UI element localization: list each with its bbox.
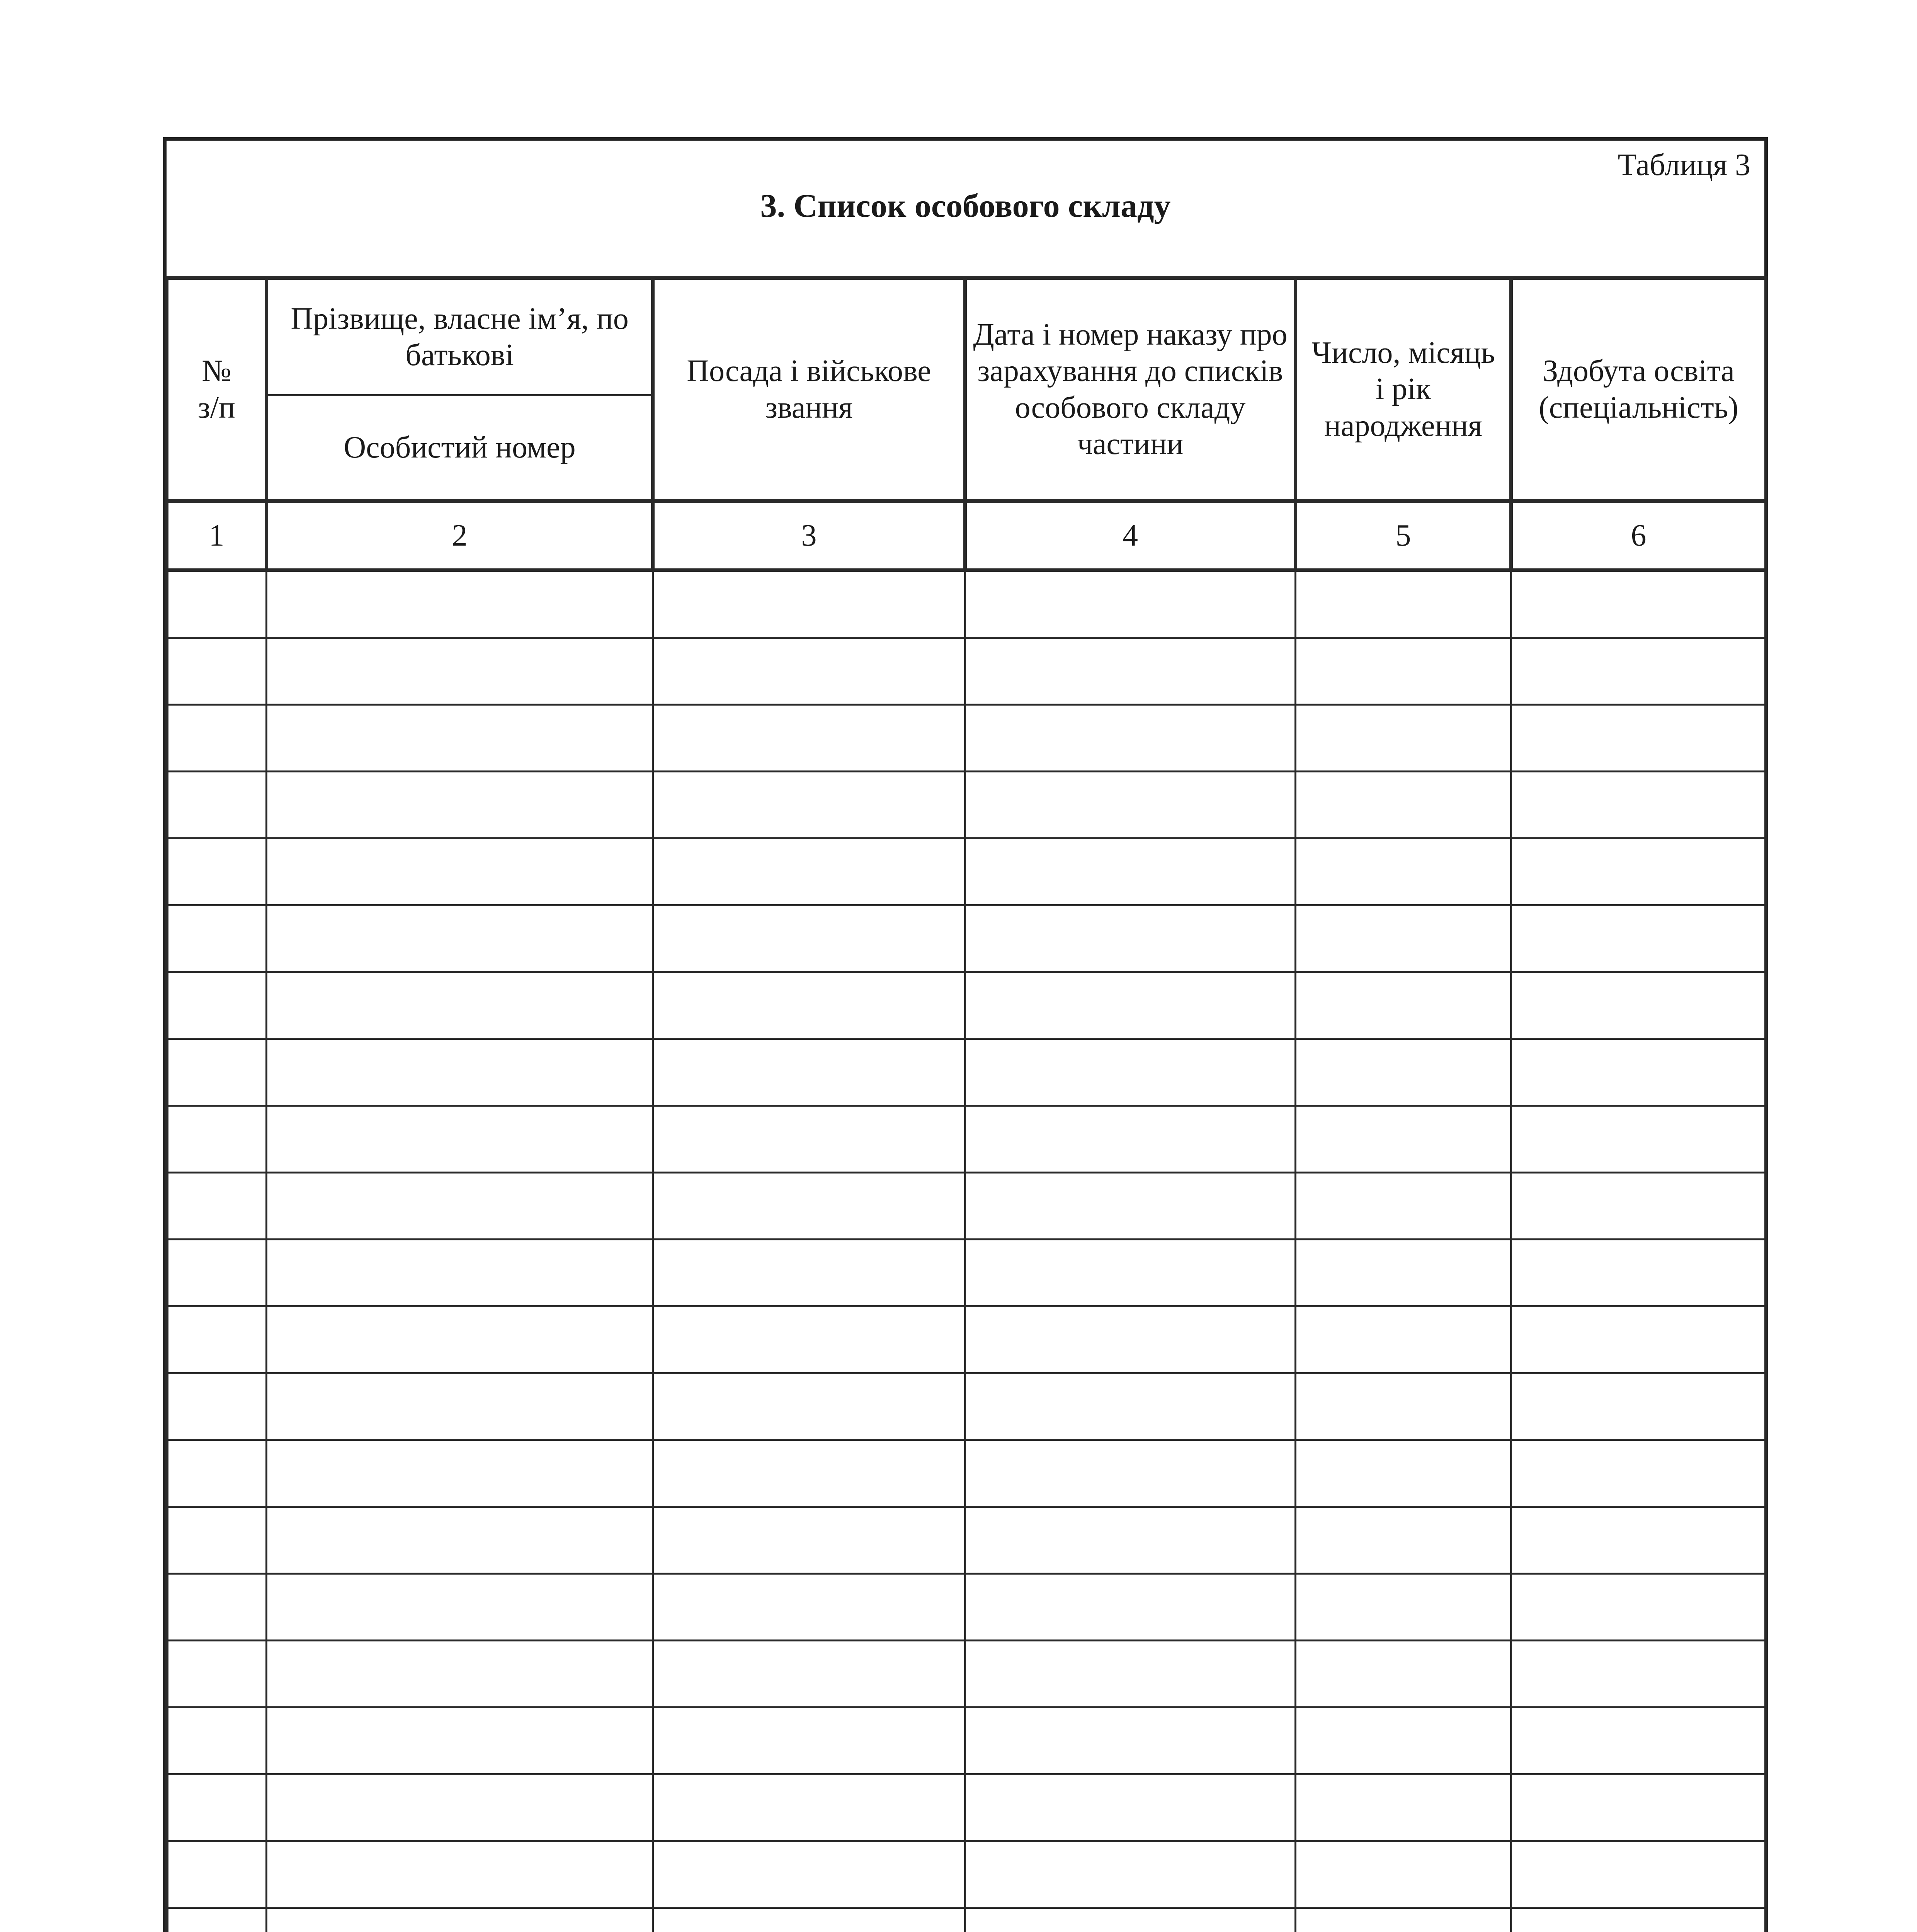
header-number-label: № з/п (198, 354, 235, 425)
table-cell[interactable] (653, 1641, 965, 1708)
header-number (167, 278, 267, 501)
table-title: 3. Список особового складу (760, 187, 1171, 224)
table-cell[interactable] (965, 1306, 1296, 1373)
table-cell[interactable] (267, 705, 653, 772)
table-cell[interactable] (167, 1173, 267, 1240)
table-cell[interactable] (1296, 1574, 1511, 1641)
table-cell[interactable] (965, 838, 1296, 905)
table-cell[interactable] (1511, 1039, 1766, 1106)
table-cell[interactable] (1296, 1373, 1511, 1440)
table-cell[interactable] (1296, 638, 1511, 705)
table-cell[interactable] (167, 1908, 267, 1932)
table-cell[interactable] (1511, 1774, 1766, 1841)
table-cell[interactable] (653, 1774, 965, 1841)
table-cell[interactable] (1296, 1039, 1511, 1106)
table-cell[interactable] (653, 1173, 965, 1240)
table-cell[interactable] (1511, 772, 1766, 838)
table-cell[interactable] (965, 1774, 1296, 1841)
table-cell[interactable] (653, 1908, 965, 1932)
table-cell[interactable] (1511, 1908, 1766, 1932)
column-number-6: 6 (1511, 501, 1766, 570)
header-personal-number (267, 395, 653, 501)
table-cell[interactable] (965, 905, 1296, 972)
table-cell[interactable] (1511, 1708, 1766, 1774)
table-cell[interactable] (653, 1440, 965, 1507)
column-number-4: 4 (965, 501, 1296, 570)
table-row (167, 1440, 1766, 1507)
table-cell[interactable] (167, 1373, 267, 1440)
table-row (167, 1039, 1766, 1106)
personnel-table (165, 276, 1768, 1932)
table-cell[interactable] (1511, 1507, 1766, 1574)
table-cell[interactable] (965, 1908, 1296, 1932)
table-cell[interactable] (653, 1841, 965, 1908)
table-cell[interactable] (267, 1306, 653, 1373)
table-cell[interactable] (653, 1574, 965, 1641)
table-cell[interactable] (965, 1039, 1296, 1106)
table-cell[interactable] (965, 1440, 1296, 1507)
table-cell[interactable] (965, 972, 1296, 1039)
header-full-name-label: Прізвище, власне ім’я, по батькові (291, 301, 629, 372)
table-cell[interactable] (653, 1106, 965, 1173)
table-cell[interactable] (653, 1240, 965, 1306)
table-cell[interactable] (1296, 905, 1511, 972)
header-birth-date (1296, 278, 1511, 501)
table-cell[interactable] (1511, 972, 1766, 1039)
table-cell[interactable] (167, 1039, 267, 1106)
table-cell[interactable] (653, 705, 965, 772)
column-number-1: 1 (167, 501, 267, 570)
table-cell[interactable] (965, 638, 1296, 705)
table-row (167, 1373, 1766, 1440)
table-cell[interactable] (1511, 1641, 1766, 1708)
table-row (167, 772, 1766, 838)
table-cell[interactable] (1511, 1106, 1766, 1173)
header-education (1511, 278, 1766, 501)
table-row (167, 1240, 1766, 1306)
table-cell[interactable] (167, 1774, 267, 1841)
table-cell[interactable] (1296, 1106, 1511, 1173)
table-cell[interactable] (167, 972, 267, 1039)
table-number-label: Таблиця 3 (1618, 148, 1750, 182)
table-cell[interactable] (167, 1641, 267, 1708)
column-number-5: 5 (1296, 501, 1511, 570)
table-cell[interactable] (1296, 972, 1511, 1039)
column-number-2: 2 (267, 501, 653, 570)
table-row (167, 1507, 1766, 1574)
table-cell[interactable] (1296, 1908, 1511, 1932)
table-cell[interactable] (267, 1574, 653, 1641)
table-cell[interactable] (653, 838, 965, 905)
table-cell[interactable] (653, 1306, 965, 1373)
table-row (167, 1708, 1766, 1774)
table-cell[interactable] (965, 1373, 1296, 1440)
table-cell[interactable] (167, 1240, 267, 1306)
table-caption (167, 141, 1764, 277)
table-cell[interactable] (653, 972, 965, 1039)
table-row (167, 905, 1766, 972)
table-cell[interactable] (267, 1240, 653, 1306)
table-cell[interactable] (1511, 1306, 1766, 1373)
table-cell[interactable] (653, 1507, 965, 1574)
table-cell[interactable] (653, 638, 965, 705)
table-cell[interactable] (267, 772, 653, 838)
table-cell[interactable] (965, 1240, 1296, 1306)
table-cell[interactable] (1511, 1373, 1766, 1440)
table-cell[interactable] (1296, 838, 1511, 905)
table-cell[interactable] (1511, 1841, 1766, 1908)
table-cell[interactable] (267, 570, 653, 638)
header-birth-date-label: Число, місяць і рік народження (1311, 335, 1495, 443)
table-cell[interactable] (1511, 570, 1766, 638)
table-cell[interactable] (1296, 1240, 1511, 1306)
table-row (167, 1841, 1766, 1908)
table-cell[interactable] (1296, 1708, 1511, 1774)
table-cell[interactable] (1296, 1841, 1511, 1908)
table-cell[interactable] (1296, 1173, 1511, 1240)
table-cell[interactable] (965, 1507, 1296, 1574)
table-cell[interactable] (1511, 1173, 1766, 1240)
table-cell[interactable] (267, 1641, 653, 1708)
table-row (167, 1173, 1766, 1240)
table-cell[interactable] (167, 705, 267, 772)
table-cell[interactable] (1296, 570, 1511, 638)
header-enrollment-order (965, 278, 1296, 501)
table-row (167, 972, 1766, 1039)
table-cell[interactable] (1296, 1641, 1511, 1708)
table-cell[interactable] (1511, 838, 1766, 905)
table-cell[interactable] (965, 1574, 1296, 1641)
table-cell[interactable] (267, 1039, 653, 1106)
header-education-label: Здобута освіта (спеціальність) (1539, 354, 1738, 425)
personnel-list-form (163, 137, 1768, 1932)
table-cell[interactable] (1296, 1774, 1511, 1841)
table-row (167, 1574, 1766, 1641)
table-cell[interactable] (653, 905, 965, 972)
table-row (167, 838, 1766, 905)
table-cell[interactable] (1511, 705, 1766, 772)
table-cell[interactable] (965, 1641, 1296, 1708)
table-cell[interactable] (653, 1708, 965, 1774)
table-cell[interactable] (167, 772, 267, 838)
table-cell[interactable] (167, 638, 267, 705)
table-cell[interactable] (267, 1708, 653, 1774)
table-cell[interactable] (965, 1708, 1296, 1774)
table-cell[interactable] (1511, 905, 1766, 972)
table-row (167, 705, 1766, 772)
table-cell[interactable] (267, 1841, 653, 1908)
header-position-rank-label: Посада і військове звання (687, 354, 931, 425)
table-cell[interactable] (167, 1106, 267, 1173)
table-cell[interactable] (267, 1373, 653, 1440)
table-cell[interactable] (267, 1774, 653, 1841)
table-cell[interactable] (167, 1841, 267, 1908)
header-position-rank (653, 278, 965, 501)
table-cell[interactable] (167, 570, 267, 638)
table-cell[interactable] (267, 1440, 653, 1507)
table-row (167, 1774, 1766, 1841)
table-row (167, 638, 1766, 705)
table-row (167, 1641, 1766, 1708)
table-row (167, 1306, 1766, 1373)
column-number-3: 3 (653, 501, 965, 570)
table-cell[interactable] (965, 1841, 1296, 1908)
table-cell[interactable] (965, 772, 1296, 838)
table-cell[interactable] (1511, 1240, 1766, 1306)
table-row (167, 1908, 1766, 1932)
table-cell[interactable] (965, 570, 1296, 638)
table-row (167, 1106, 1766, 1173)
table-cell[interactable] (267, 1106, 653, 1173)
table-cell[interactable] (653, 1039, 965, 1106)
table-cell[interactable] (267, 972, 653, 1039)
table-cell[interactable] (267, 638, 653, 705)
table-cell[interactable] (1511, 638, 1766, 705)
table-cell[interactable] (965, 1173, 1296, 1240)
table-cell[interactable] (167, 1507, 267, 1574)
table-cell[interactable] (1296, 1306, 1511, 1373)
table-cell[interactable] (167, 1306, 267, 1373)
table-cell[interactable] (1296, 705, 1511, 772)
table-cell[interactable] (1296, 1440, 1511, 1507)
table-cell[interactable] (267, 838, 653, 905)
table-cell[interactable] (653, 570, 965, 638)
table-cell[interactable] (1296, 1507, 1511, 1574)
header-full-name (267, 278, 653, 395)
header-enrollment-order-label: Дата і номер наказу про зарахування до списків особового складу частини (973, 317, 1288, 461)
header-personal-number-label: Особистий номер (344, 430, 576, 464)
table-cell[interactable] (267, 1908, 653, 1932)
table-cell[interactable] (167, 905, 267, 972)
table-cell[interactable] (965, 1106, 1296, 1173)
table-cell[interactable] (1296, 772, 1511, 838)
table-cell[interactable] (267, 1173, 653, 1240)
table-cell[interactable] (167, 1574, 267, 1641)
table-cell[interactable] (267, 1507, 653, 1574)
table-cell[interactable] (167, 1440, 267, 1507)
table-cell[interactable] (167, 1708, 267, 1774)
table-cell[interactable] (167, 838, 267, 905)
table-row (167, 570, 1766, 638)
table-cell[interactable] (653, 1373, 965, 1440)
table-cell[interactable] (1511, 1574, 1766, 1641)
table-cell[interactable] (267, 905, 653, 972)
table-cell[interactable] (965, 705, 1296, 772)
table-cell[interactable] (653, 772, 965, 838)
table-cell[interactable] (1511, 1440, 1766, 1507)
